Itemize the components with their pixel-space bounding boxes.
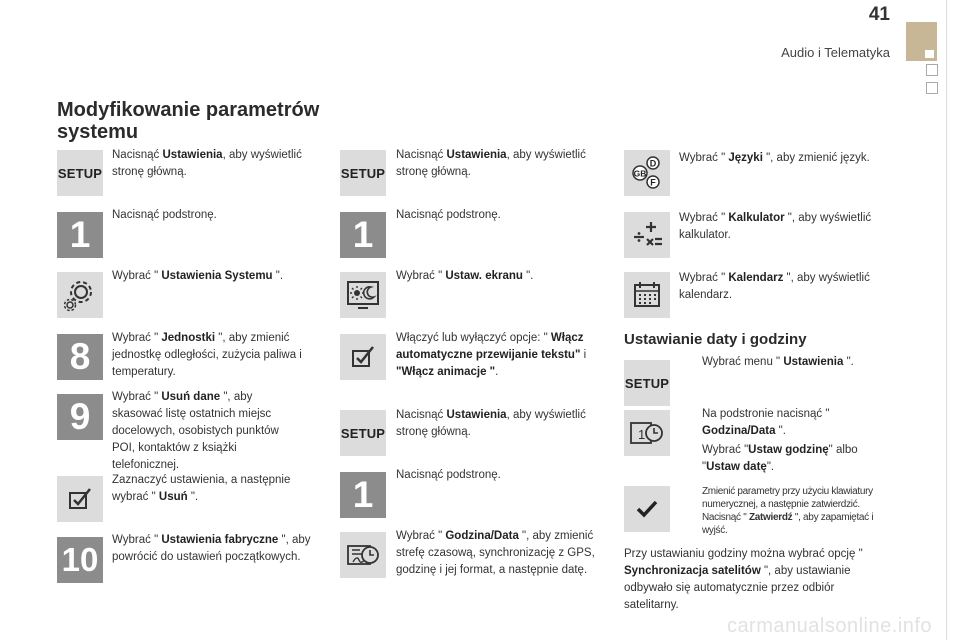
col1-step-3: Wybrać " Ustawienia Systemu ".: [112, 270, 284, 282]
calculator-icon: [624, 212, 670, 258]
step-number-8: 8: [57, 334, 103, 380]
setup-button-icon: SETUP: [340, 410, 386, 456]
watermark: carmanualsonline.info: [726, 615, 932, 637]
col1-step-7: Wybrać " Ustawienia fabryczne ", aby powrócić do ustawień początkowych.: [112, 534, 311, 563]
step-number-9: 9: [57, 394, 103, 440]
col1-step-2: Nacisnąć podstronę.: [112, 209, 217, 221]
col2-step-6: Nacisnąć podstronę.: [396, 469, 501, 481]
step-number-1: 1: [57, 212, 103, 258]
thumb-square-1: [926, 64, 938, 76]
settings-gear-icon: [57, 272, 103, 318]
page-number: 41: [868, 4, 890, 25]
step-number-10: 10: [57, 537, 103, 583]
svg-text:1: 1: [638, 427, 646, 442]
svg-text:GB: GB: [633, 168, 647, 179]
col1-step-4: Wybrać " Jednostki ", aby zmienić jednostkę odległości, zużycia paliwa i temperatury.: [112, 332, 302, 378]
chapter-title: Audio i Telematyka: [781, 45, 890, 60]
col3-step-1: Wybrać " Języki ", aby zmienić język.: [679, 152, 870, 164]
date-step-4: Zmienić parametry przy użyciu klawiatury numerycznej, a następnie zatwierdzić.: [702, 486, 873, 510]
page-edge-line: [946, 0, 947, 640]
svg-text:F: F: [650, 177, 656, 188]
date-step-2: Na podstronie nacisnąć " Godzina/Data ".: [702, 408, 830, 437]
page-title: Modyfikowanie parametrów systemu: [57, 99, 320, 143]
edit-checkbox-icon: [340, 334, 386, 380]
setup-button-icon: SETUP: [57, 150, 103, 196]
col2-step-2: Nacisnąć podstronę.: [396, 209, 501, 221]
thumb-square-2: [926, 82, 938, 94]
col2-step-5: Nacisnąć Ustawienia, aby wyświetlić stronę główną.: [396, 409, 586, 438]
confirm-check-icon: [624, 486, 670, 532]
col2-step-3: Wybrać " Ustaw. ekranu ".: [396, 270, 534, 282]
date-step-1: Wybrać menu " Ustawienia ".: [702, 356, 854, 368]
svg-text:D: D: [649, 158, 657, 169]
col3-step-2: Wybrać " Kalkulator ", aby wyświetlić kalkulator.: [679, 212, 872, 241]
date-time-icon: [340, 532, 386, 578]
step-number-1: 1: [340, 472, 386, 518]
chapter-tab: [906, 22, 937, 61]
step-number-1: 1: [340, 212, 386, 258]
col3-step-3: Wybrać " Kalendarz ", aby wyświetlić kalendarz.: [679, 272, 870, 301]
sync-satellite-note: Przy ustawianiu godziny można wybrać opcję " Synchronizacja satelitów ", aby ustawianie odbywało się automatycznie przez odbiór satelitarny.: [624, 548, 863, 611]
section-subtitle: Ustawianie daty i godziny: [624, 331, 807, 348]
col2-step-7: Wybrać " Godzina/Data ", aby zmienić strefę czasową, synchronizację z GPS, godzinę i jej format, a następnie datę.: [396, 530, 595, 576]
edit-checkbox-icon: [57, 476, 103, 522]
date-step-3: Wybrać "Ustaw godzinę" albo "Ustaw datę".: [702, 444, 858, 473]
date-step-5: Nacisnąć " Zatwierdź ", aby zapamiętać i wyjść.: [702, 512, 874, 536]
languages-icon: [624, 150, 670, 196]
date-time-icon: [624, 410, 670, 456]
col2-step-4: Włączyć lub wyłączyć opcje: " Włącz automatyczne przewijanie tekstu" i "Włącz animacje ".: [396, 332, 587, 378]
setup-button-icon: SETUP: [624, 360, 670, 406]
col2-step-1: Nacisnąć Ustawienia, aby wyświetlić stronę główną.: [396, 149, 586, 178]
calendar-icon: [624, 272, 670, 318]
screen-brightness-icon: [340, 272, 386, 318]
col1-step-1: Nacisnąć Ustawienia, aby wyświetlić stronę główną.: [112, 149, 302, 178]
col1-step-5: Wybrać " Usuń dane ", aby skasować listę ostatnich miejsc docelowych, osobistych punktów POI, kontaktów z książki telefonicznej.: [112, 391, 279, 471]
setup-button-icon: SETUP: [340, 150, 386, 196]
col1-step-6: Zaznaczyć ustawienia, a następnie wybrać " Usuń ".: [112, 474, 291, 503]
